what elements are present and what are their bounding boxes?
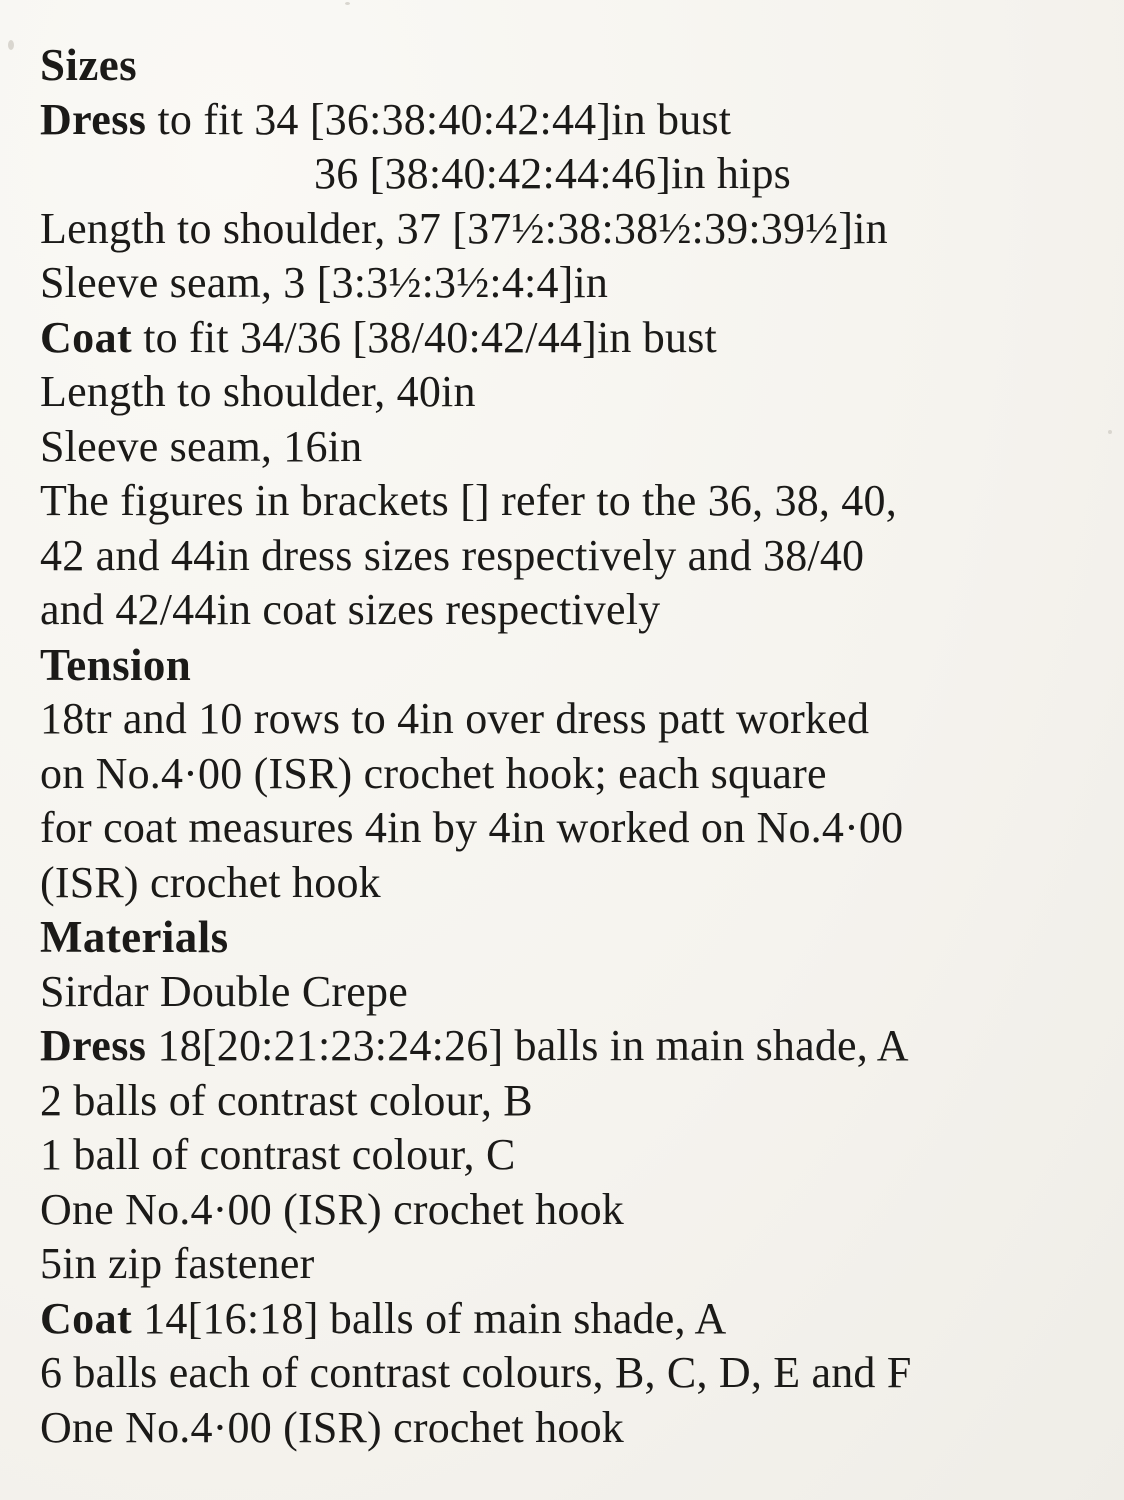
paper-speck <box>8 40 14 50</box>
dress-bust-line <box>40 93 1100 148</box>
dress-label: Dress <box>40 94 147 144</box>
tension-line: 18tr and 10 rows to 4in over dress patt worked <box>40 694 870 743</box>
sizes-note-line: and 42/44in coat sizes respectively <box>40 585 661 634</box>
dress-hips-line: 36 [38:40:42:44:46]in hips <box>314 149 791 198</box>
sizes-heading: Sizes <box>40 40 137 90</box>
materials-heading: Materials <box>40 912 229 962</box>
coat-sleeve-line: Sleeve seam, 16in <box>40 421 363 471</box>
dress-contrast-b-line: 2 balls of contrast colour, B <box>40 1075 533 1125</box>
coat-length-line: Length to shoulder, 40in <box>40 367 476 416</box>
yarn-line: Sirdar Double Crepe <box>40 966 408 1016</box>
dress-zip-line: 5in zip fastener <box>40 1239 315 1288</box>
sizes-note-line: 42 and 44in dress sizes respectively and 38/40 <box>40 530 865 580</box>
tension-line: for coat measures 4in by 4in worked on No.4·00 <box>40 803 904 852</box>
dress-contrast-c-line: 1 ball of contrast colour, C <box>40 1130 516 1179</box>
tension-line: on No.4·00 (ISR) crochet hook; each square <box>40 748 827 798</box>
coat-hook-line: One No.4·00 (ISR) crochet hook <box>40 1402 624 1452</box>
coat-label: Coat <box>40 312 133 362</box>
paper-speck <box>1108 430 1112 434</box>
dress-bust-text: to fit 34 [36:38:40:42:44]in bust <box>157 94 732 144</box>
dress-hook-line: One No.4·00 (ISR) crochet hook <box>40 1184 624 1234</box>
coat-bust-text: to fit 34/36 [38/40:42/44]in bust <box>143 312 717 362</box>
coat-contrast-line: 6 balls each of contrast colours, B, C, D, E and F <box>40 1348 912 1397</box>
paper-speck <box>345 2 350 5</box>
sizes-note-line: The figures in brackets [] refer to the 36, 38, 40, <box>40 476 897 525</box>
dress-sleeve-line: Sleeve seam, 3 [3:3½:3½:4:4]in <box>40 258 609 307</box>
coat-bust-line <box>40 311 1100 366</box>
dress-main-line <box>40 1019 1100 1074</box>
dress-main-text: 18[20:21:23:24:26] balls in main shade, A <box>157 1021 909 1070</box>
tension-heading: Tension <box>40 639 192 690</box>
dress-length-line: Length to shoulder, 37 [37½:38:38½:39:39½]in <box>40 203 888 253</box>
tension-line: (ISR) crochet hook <box>40 857 381 907</box>
coat-main-line <box>40 1292 1100 1347</box>
coat-materials-label: Coat <box>40 1293 133 1343</box>
coat-main-text: 14[16:18] balls of main shade, A <box>143 1293 727 1343</box>
dress-materials-label: Dress <box>40 1021 147 1070</box>
pattern-text <box>40 38 1100 1455</box>
